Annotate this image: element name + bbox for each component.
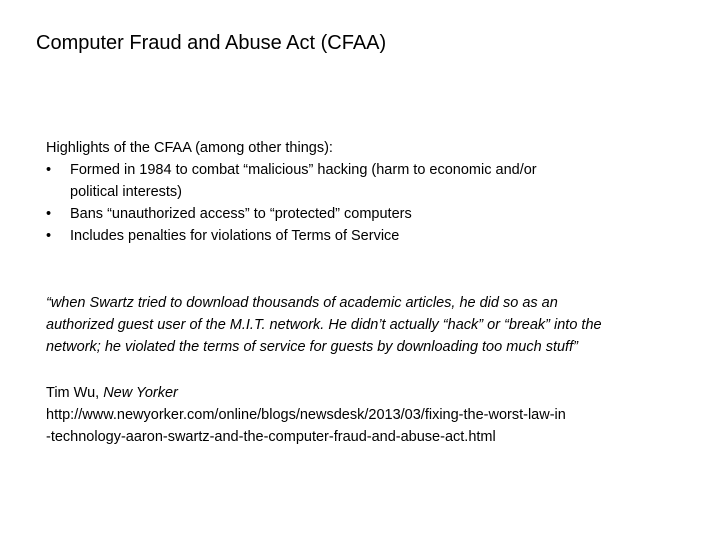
bullet-text: Formed in 1984 to combat “malicious” hacking (harm to economic and/or political interests) [70,162,537,200]
citation-source [46,382,706,404]
bullet-text: Includes penalties for violations of Terms of Service [70,228,400,244]
citation-publication: New Yorker [103,385,178,401]
highlights-heading: Highlights of the CFAA (among other things): [46,140,333,156]
citation-url-line-2: -technology-aaron-swartz-and-the-computer-fraud-and-abuse-act.html [46,429,496,445]
citation-author: Tim Wu, [46,385,104,401]
bullet-icon: • [46,228,52,244]
slide-title: Computer Fraud and Abuse Act (CFAA) [36,32,387,54]
bullet-text: Bans “unauthorized access” to “protected” computers [70,206,412,222]
citation [46,382,706,448]
bullet-icon: • [46,206,52,222]
slide-body [46,137,706,448]
list-item [46,203,570,225]
list-item [46,225,570,247]
quote-text: “when Swartz tried to download thousands of academic articles, he did so as an authorized guest user of the M.I.T. network. He didn’t actually “hack” or “break” into the network; he violated the terms of service for guests by downloading too much stuff” [46,295,602,355]
bullet-icon: • [46,162,52,178]
highlights-list [46,159,706,247]
citation-url-line-1: http://www.newyorker.com/online/blogs/newsdesk/2013/03/fixing-the-worst-law-in [46,407,566,423]
list-item [46,159,570,203]
